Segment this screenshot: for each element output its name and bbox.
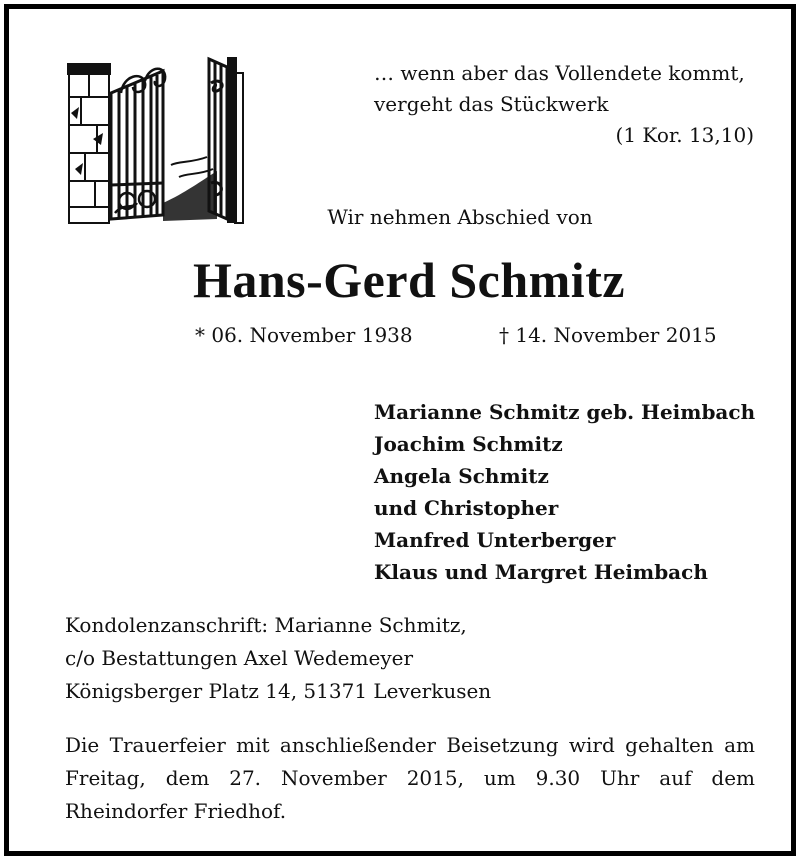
mourner-name: Klaus und Margret Heimbach (374, 560, 708, 584)
mourner-name: und Christopher (374, 496, 559, 520)
garden-gate-icon (67, 53, 249, 227)
mourner-name: Marianne Schmitz geb. Heimbach (374, 400, 756, 424)
mourner-name: Angela Schmitz (374, 464, 549, 488)
quote-line-2: vergeht das Stückwerk (374, 92, 609, 116)
quote-reference: (1 Kor. 13,10) (615, 123, 754, 147)
deceased-name: Hans-Gerd Schmitz (192, 252, 626, 308)
mourners-list (374, 396, 755, 588)
quote-line-1: … wenn aber das Vollendete kommt, (374, 61, 745, 85)
funeral-service-info: Die Trauerfeier mit anschließender Beisetzung wird gehalten am Freitag, dem 27. November 2015, um 9.30 Uhr auf dem Rheindorfer Friedhof. (65, 733, 755, 823)
bible-quote (374, 58, 754, 151)
mourner-name: Joachim Schmitz (374, 432, 563, 456)
condolence-line-3: Königsberger Platz 14, 51371 Leverkusen (65, 679, 492, 703)
death-date: † 14. November 2015 (499, 323, 717, 347)
mourner-name: Manfred Unterberger (374, 528, 616, 552)
condolence-address (65, 609, 491, 708)
birth-date: * 06. November 1938 (195, 323, 413, 347)
condolence-line-1: Kondolenzanschrift: Marianne Schmitz, (65, 613, 467, 637)
obituary-frame (4, 4, 796, 856)
farewell-heading: Wir nehmen Abschied von (327, 205, 593, 229)
condolence-line-2: c/o Bestattungen Axel Wedemeyer (65, 646, 414, 670)
